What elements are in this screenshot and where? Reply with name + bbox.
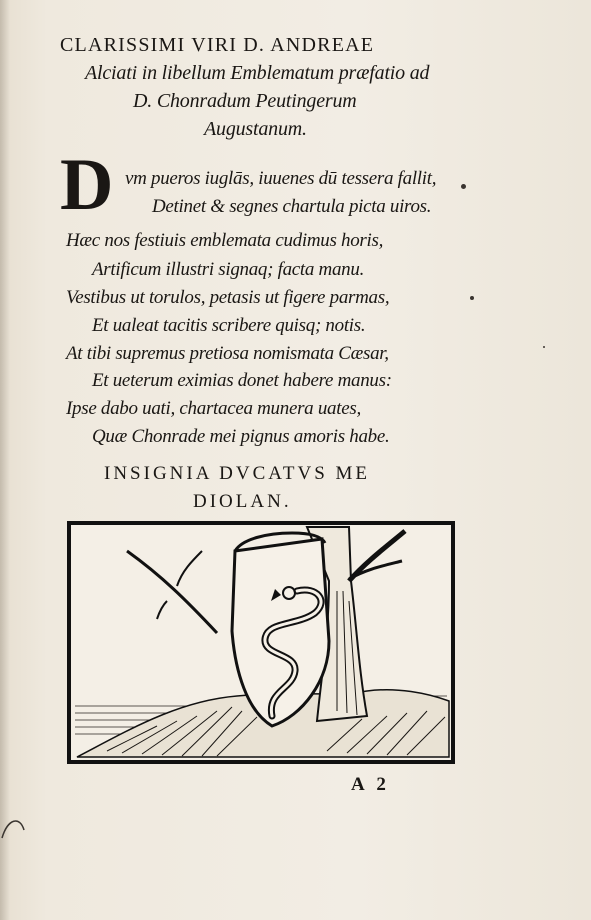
verse-line: Et ualeat tacitis scribere quisq; notis.	[92, 315, 366, 336]
verse-line: Quæ Chonrade mei pignus amoris habe.	[92, 426, 390, 447]
verse-line: Vestibus ut torulos, petasis ut figere parmas,	[66, 287, 390, 308]
heading-line-1: CLARISSIMI VIRI D. ANDREAE	[60, 34, 375, 56]
verse-line: vm pueros iuglās, iuuenes dū tessera fallit,	[125, 168, 437, 189]
verse-line: Artificum illustri signaq; facta manu.	[92, 259, 365, 280]
verse-line: Et ueterum eximias donet habere manus:	[92, 370, 392, 391]
signature-mark: A 2	[351, 774, 390, 795]
heading-line-2: Alciati in libellum Emblematum præfatio ad	[85, 62, 430, 84]
drop-cap: D	[60, 144, 114, 226]
heading-line-3: D. Chonradum Peutingerum	[133, 90, 357, 112]
heading-line-4: Augustanum.	[204, 118, 307, 140]
verse-line: Hæc nos festiuis emblemata cudimus horis,	[66, 230, 384, 251]
woodcut-illustration	[67, 521, 455, 764]
emblem-title-line-1: INSIGNIA DVCATVS ME	[104, 463, 371, 484]
ink-speck	[543, 346, 545, 348]
verse-line: At tibi supremus pretiosa nomismata Cæsar,	[66, 343, 389, 364]
emblem-title-line-2: DIOLAN.	[193, 491, 292, 512]
edge-stain	[0, 808, 28, 848]
ink-speck	[461, 184, 466, 189]
verse-line: Detinet & segnes chartula picta uiros.	[152, 196, 432, 217]
ink-speck	[470, 296, 474, 300]
verse-line: Ipse dabo uati, chartacea munera uates,	[66, 398, 361, 419]
